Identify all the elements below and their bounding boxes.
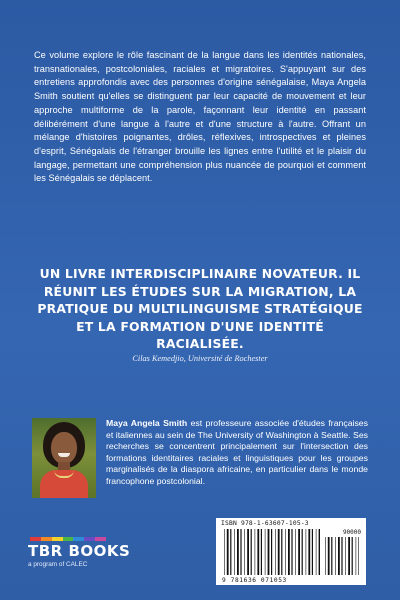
author-photo	[32, 418, 96, 498]
price-barcode-icon	[325, 537, 359, 575]
endorsement-quote: UN LIVRE INTERDISCIPLINAIRE NOVATEUR. IL RÉUNIT LES ÉTUDES SUR LA MIGRATION, LA PRATIQUE DU MULTILINGUISME STRATÉGIQUE ET LA FORMATION D'UNE IDENTITÉ RACIALISÉE.	[37, 266, 363, 351]
publisher-tagline: a program of CALEC	[28, 561, 88, 568]
author-bio	[106, 418, 368, 488]
publisher-name: TBR BOOKS	[28, 542, 131, 560]
ean-digits: 9 781636 071053	[222, 577, 287, 584]
endorsement-attribution: Cilas Kemedjio, Université de Rochester	[132, 354, 268, 363]
rainbow-stripe-icon	[30, 537, 106, 541]
author-bio-text: est professeure associée d'études françaises et italiennes au sein de The University of Washington à Seattle. Ses recherches se concentrent principalement sur l'intersection des formations identitaires raciales et linguistiques pour les groupes marginalisés de la diaspora africaine, en particulier dans le monde francophone postcolonial.	[106, 418, 368, 486]
price-code: 90000	[342, 529, 361, 536]
barcode-icon	[224, 529, 320, 575]
isbn-label: ISBN 978-1-63607-105-3	[221, 520, 309, 527]
author-name: Maya Angela Smith	[106, 418, 188, 428]
isbn-barcode	[216, 518, 366, 585]
publisher-logo	[28, 537, 158, 568]
book-description: Ce volume explore le rôle fascinant de la langue dans les identités nationales, transnationales, postcoloniales, raciales et migratoires. S'appuyant sur des entretiens approfondis avec des personnes d'origine sénégalaise, Maya Angela Smith soutient qu'elles se distinguent par leur capacité de mouvement et leur approche multiforme de la parole, façonnant leur identité en passant délibérément d'une langue à l'autre et d'une structure à l'autre. Offrant un mélange d'histoires poignantes, drôles, réflexives, introspectives et pleines d'esprit, Sénégalais de l'étranger brouille les lignes entre l'utilité et le plaisir du langage, permettant une compréhension plus nuancée de pourquoi et comment les Sénégalais se déplacent.	[34, 50, 366, 184]
